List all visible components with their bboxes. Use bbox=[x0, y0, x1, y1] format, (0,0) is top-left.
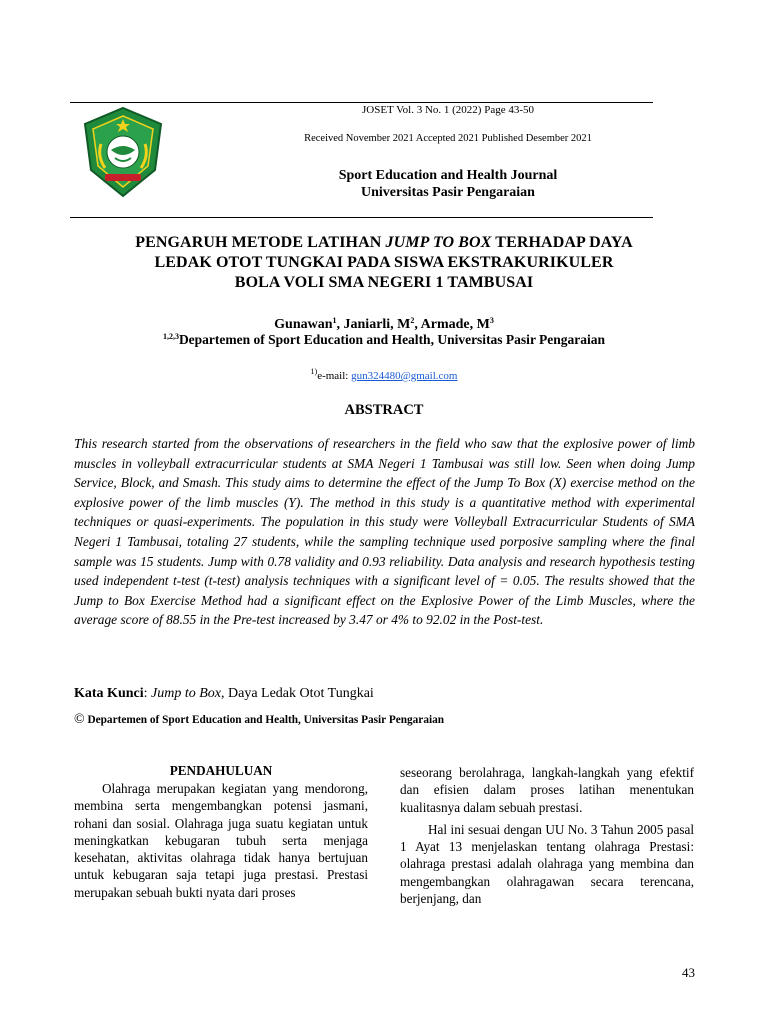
title-text: PENGARUH METODE LATIHAN bbox=[135, 234, 386, 251]
right-paragraph-1: seseorang berolahraga, langkah-langkah yang efektif dan efisien dalam proses latihan menentukan kualitasnya dalam sebuah prestasi. bbox=[400, 765, 694, 815]
abstract-text: This research started from the observations of researchers in the field who saw that the explosive power of limb muscles in volleyball extracurricular students at SMA Negeri 1 Tambusai was still low. Seen when doing Jump Service, Block, and Smash. This study aims to determine the effect of the Jump To Box (X) exercise method on the explosive power of the limb muscles (Y). The method in this study is a quantitative method with experimental techniques or quasi-experiments. The population in this study were Volleyball Extracurricular Students of SMA Negeri 1 Tambusai, totaling 27 students, while the sampling technique used porposive sampling where the final sample was 15 students. Jump with 0.78 validity and 0.93 reliability. Data analysis and research hypothesis testing used independent t-test (t-test) analysis techniques with a significant level of = 0.05. The results showed that the Jump to Box Exercise Method had a significant effect on the Explosive Power of the Limb Muscles, where the average score of 88.55 in the Pre-test increased by 3.47 or 4% to 92.02 in the Post-test. bbox=[74, 436, 695, 628]
keywords-italic: Jump to Box bbox=[151, 686, 221, 701]
author-name: , Armade, M bbox=[414, 317, 490, 332]
affiliation-text: Departemen of Sport Education and Health, Universitas Pasir Pengaraian bbox=[178, 332, 606, 347]
paper-title-line-2: LEDAK OTOT TUNGKAI PADA SISWA EKSTRAKURIKULER bbox=[154, 254, 614, 271]
university-name: Universitas Pasir Pengaraian bbox=[361, 185, 535, 200]
email-sup: 1) bbox=[310, 367, 318, 376]
title-text: TERHADAP DAYA bbox=[491, 234, 633, 251]
left-column bbox=[74, 780, 368, 901]
author-sup: 3 bbox=[489, 316, 494, 325]
keywords bbox=[74, 686, 374, 702]
received-dates: Received November 2021 Accepted 2021 Published Desember 2021 bbox=[304, 133, 592, 144]
header-top-rule bbox=[70, 102, 653, 103]
title-italic: JUMP TO BOX bbox=[385, 234, 492, 251]
left-paragraph: Olahraga merupakan kegiatan yang mendorong, membina serta mengembangkan potensi jasmani, rohani dan sosial. Olahraga juga suatu kegiatan untuk meningkatkan kebugaran tubuh serta menjaga kesehatan, aktivitas olahraga tidak hanya bertujuan untuk kebugaran saja tetapi juga prestasi. Prestasi merupakan sebuah bukti nyata dari proses bbox=[74, 781, 368, 900]
email-link[interactable]: gun324480@gmail.com bbox=[351, 370, 458, 382]
affiliation-sup: 1,2,3 bbox=[162, 332, 179, 341]
author-sup: 2 bbox=[410, 316, 415, 325]
journal-name: Sport Education and Health Journal bbox=[338, 168, 558, 183]
section-title: PENDAHULUAN bbox=[169, 763, 273, 778]
author-sup: 1 bbox=[332, 316, 337, 325]
email-line bbox=[60, 367, 708, 382]
page-number: 43 bbox=[682, 965, 695, 980]
copyright-symbol: © bbox=[74, 712, 85, 727]
authors bbox=[60, 317, 708, 333]
copyright-text: Departemen of Sport Education and Health, Universitas Pasir Pengaraian bbox=[84, 714, 445, 726]
journal-issue: JOSET Vol. 3 No. 1 (2022) Page 43-50 bbox=[361, 104, 535, 116]
author-name: Gunawan bbox=[274, 317, 333, 332]
email-label: e-mail: bbox=[317, 370, 352, 382]
affiliation bbox=[60, 332, 708, 348]
abstract-heading: ABSTRACT bbox=[344, 402, 424, 418]
right-paragraph-2: Hal ini sesuai dengan UU No. 3 Tahun 2005 pasal 1 Ayat 13 menjelaskan tentang olahraga Prestasi: olahraga prestasi adalah olahraga yang membina dan mengembangkan olahragawan secara terencana, berjenjang, dan bbox=[400, 821, 694, 907]
keywords-rest: , Daya Ledak Otot Tungkai bbox=[221, 686, 374, 701]
right-column bbox=[400, 764, 694, 907]
paper-title-line-1 bbox=[60, 234, 708, 252]
header-bottom-rule bbox=[70, 217, 653, 218]
university-logo bbox=[75, 104, 171, 200]
author-name: , Janiarli, M bbox=[336, 317, 411, 332]
keywords-sep: : bbox=[143, 686, 152, 701]
paper-title-line-3: BOLA VOLI SMA NEGERI 1 TAMBUSAI bbox=[234, 274, 534, 291]
copyright-line bbox=[74, 712, 444, 728]
keywords-label: Kata Kunci bbox=[74, 686, 144, 701]
